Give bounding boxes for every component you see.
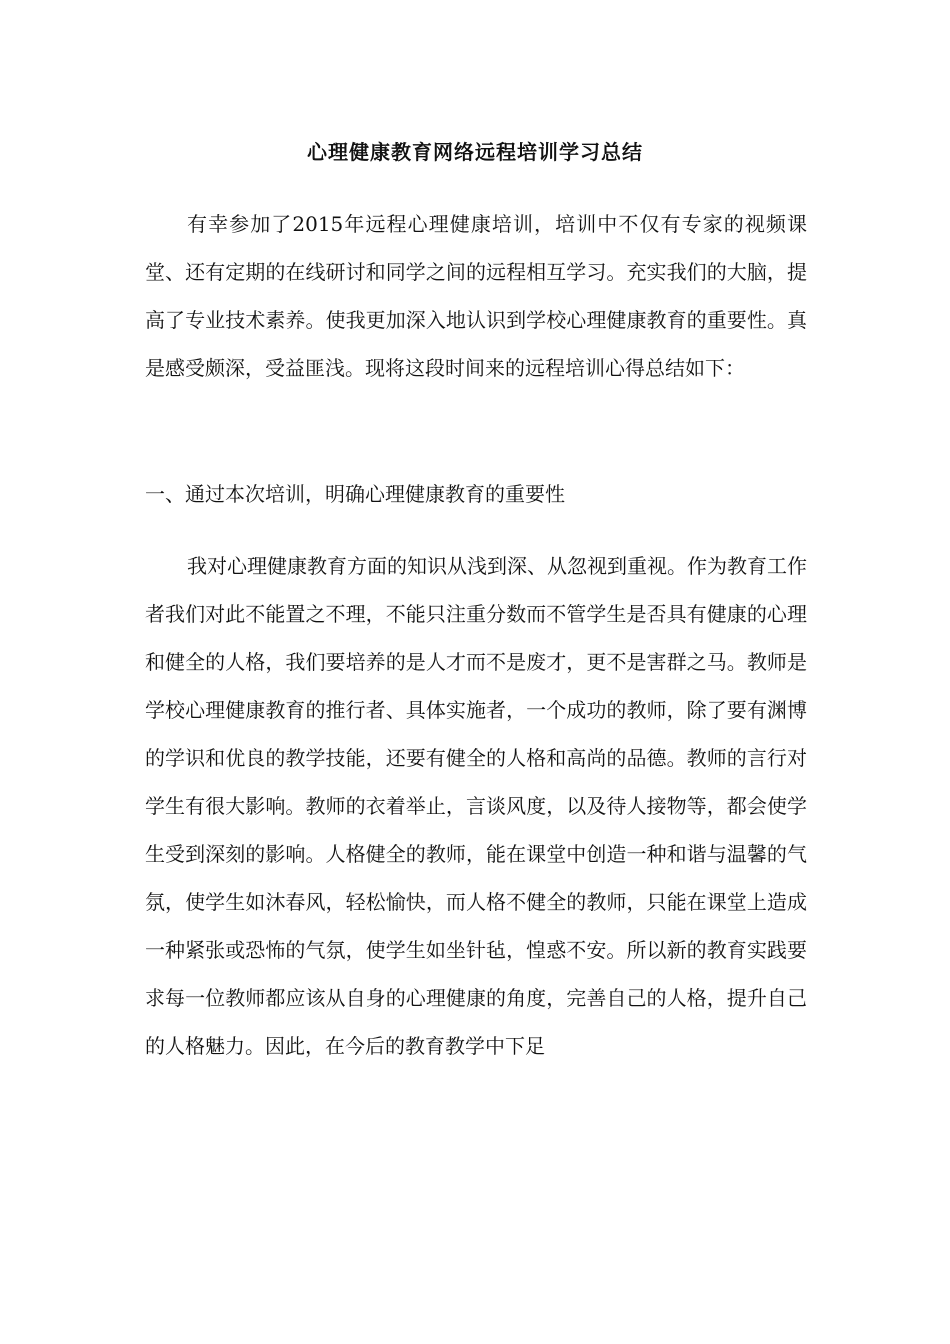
section-heading: 一、通过本次培训，明确心理健康教育的重要性 <box>145 482 565 506</box>
body-paragraph: 我对心理健康教育方面的知识从浅到深、从忽视到重视。作为教育工作者我们对此不能置之不理，不能只注重分数而不管学生是否具有健康的心理和健全的人格，我们要培养的是人才而不是废才，更不是害群之马。教师是学校心理健康教育的推行者、具体实施者，一个成功的教师，除了要有渊博的学识和优良的教学技能，还要有健全的人格和高尚的品德。教师的言行对学生有很大影响。教师的衣着举止，言谈风度，以及待人接物等，都会使学生受到深刻的影响。人格健全的教师，能在课堂中创造一种和谐与温馨的气氛，使学生如沐春风，轻松愉快，而人格不健全的教师，只能在课堂上造成一种紧张或恐怖的气氛，使学生如坐针毡，惶惑不安。所以新的教育实践要求每一位教师都应该从自身的心理健康的角度，完善自己的人格，提升自己的人格魅力。因此，在今后的教育教学中下足 <box>145 554 807 1058</box>
document-title: 心理健康教育网络远程培训学习总结 <box>307 140 643 164</box>
intro-paragraph: 有幸参加了2015年远程心理健康培训，培训中不仅有专家的视频课堂、还有定期的在线研讨和同学之间的远程相互学习。充实我们的大脑，提高了专业技术素养。使我更加深入地认识到学校心理健康教育的重要性。真是感受颇深，受益匪浅。现将这段时间来的远程培训心得总结如下： <box>145 212 807 380</box>
